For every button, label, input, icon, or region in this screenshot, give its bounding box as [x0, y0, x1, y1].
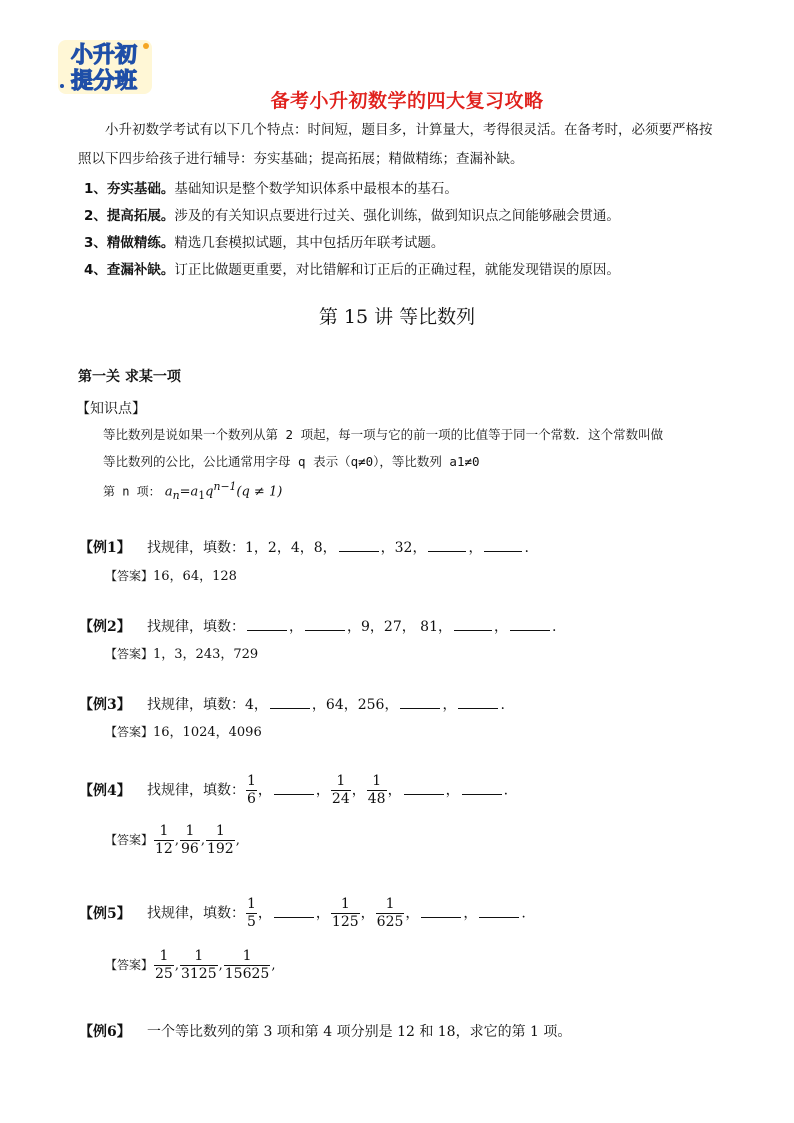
- answer-label: 【答案】: [105, 647, 154, 661]
- tip-text: 订正比做题更重要，对比错解和订正后的正确过程，就能发现错误的原因。: [174, 262, 620, 278]
- intro-paragraph: 小升初数学考试有以下几个特点：时间短，题目多，计算量大，考得很灵活。在备考时，必须要严格按照以下四步给孩子进行辅导：夯实基础；提高拓展；精做精练；查漏补缺。: [78, 122, 713, 167]
- fraction: $\frac{1}{25}$: [155, 948, 173, 982]
- answer-label: 【答案】: [105, 833, 154, 847]
- example-6: [79, 1021, 571, 1041]
- example-text: 找规律，填数：: [147, 905, 245, 922]
- answer-blank[interactable]: [305, 618, 345, 631]
- fraction: $\frac{1}{125}$: [331, 896, 359, 930]
- answer-blank[interactable]: [247, 618, 287, 631]
- example-3: 【例3】 找规律，填数：4， ，64，256， ， .: [79, 694, 505, 714]
- answer-text: 1，3，243，729: [153, 647, 259, 662]
- answer-blank[interactable]: [484, 539, 522, 552]
- example-2: 【例2】 找规律，填数： ， ，9，27， 81， ， .: [79, 616, 556, 636]
- fraction: $\frac{1}{6}$: [247, 773, 256, 807]
- tip-head: 1、夯实基础。: [84, 181, 175, 197]
- example-mid: ，64，256，: [311, 697, 399, 713]
- example-text: 找规律，填数：1，2，4，8，: [147, 540, 337, 556]
- tip-item: [84, 204, 620, 224]
- example-text: 一个等比数列的第 3 项和第 4 项分别是 12 和 18，求它的第 1 项。: [147, 1024, 572, 1040]
- answer-blank[interactable]: [458, 696, 498, 709]
- section-title: 第一关 求某一项: [78, 369, 181, 385]
- answer-blank[interactable]: [339, 539, 379, 552]
- example-text: 找规律，填数：: [147, 782, 245, 799]
- example-label: 【例3】: [79, 697, 131, 713]
- tip-head: 4、查漏补缺。: [84, 262, 175, 278]
- example-label: 【例4】: [79, 782, 131, 799]
- answer-blank[interactable]: [270, 696, 310, 709]
- logo-line2: 提分班: [70, 69, 138, 94]
- fraction: $\frac{1}{24}$: [331, 773, 350, 807]
- answer-5: 【答案】 $\frac{1}{25}$ , $\frac{1}{3125}$ , $\frac{1}{15625}$ ,: [105, 948, 276, 982]
- formula-eq: =: [179, 484, 191, 500]
- fraction: $\frac{1}{12}$: [155, 823, 173, 857]
- tip-text: 涉及的有关知识点要进行过关、强化训练，做到知识点之间能够融会贯通。: [174, 208, 620, 224]
- example-1: 【例1】 找规律，填数：1，2，4，8， ，32， ， .: [79, 537, 529, 557]
- example-4: 【例4】 找规律，填数： $\frac{1}{6}$ ， ， $\frac{1}{24}$ ， $\frac{1}{48}$ ， ， .: [79, 773, 509, 807]
- example-text: 找规律，填数：: [147, 619, 245, 635]
- example-label: 【例2】: [79, 619, 131, 635]
- nth-term-formula: [103, 480, 282, 502]
- formula-one: 1: [198, 488, 206, 502]
- answer-label: 【答案】: [105, 958, 154, 972]
- formula-a1: a: [190, 484, 199, 500]
- answer-blank[interactable]: [274, 905, 314, 918]
- fraction: $\frac{1}{96}$: [180, 823, 199, 857]
- fraction: $\frac{1}{625}$: [376, 896, 404, 930]
- answer-label: 【答案】: [105, 569, 154, 583]
- lecture-title: 第 15 讲 等比数列: [318, 306, 476, 328]
- answer-3: [105, 721, 262, 740]
- example-text: 找规律，填数：4，: [147, 697, 268, 713]
- tip-head: 3、精做精练。: [84, 235, 175, 251]
- formula-cond: (q ≠ 1): [236, 484, 283, 500]
- example-5: 【例5】 找规律，填数： $\frac{1}{5}$ ， ， $\frac{1}{125}$ ， $\frac{1}{625}$ ， ， .: [79, 896, 526, 930]
- answer-blank[interactable]: [404, 782, 444, 795]
- answer-blank[interactable]: [479, 905, 519, 918]
- example-label: 【例6】: [79, 1024, 131, 1040]
- example-label: 【例1】: [79, 540, 131, 556]
- tip-text: 精选几套模拟试题，其中包括历年联考试题。: [174, 235, 445, 251]
- answer-blank[interactable]: [274, 782, 314, 795]
- knowledge-text-line2: 等比数列的公比，公比通常用字母 q 表示（q≠0），等比数列 a1≠0: [103, 454, 480, 469]
- tip-text: 基础知识是整个数学知识体系中最根本的基石。: [174, 181, 458, 197]
- formula-a: a: [164, 484, 173, 500]
- answer-blank[interactable]: [421, 905, 461, 918]
- knowledge-text-line1: 等比数列是说如果一个数列从第 2 项起，每一项与它的前一项的比值等于同一个常数．这个常数叫做: [103, 427, 664, 442]
- formula-label: 第 n 项：: [103, 484, 161, 499]
- answer-1: [105, 565, 237, 584]
- answer-2: [105, 643, 258, 662]
- tip-item: [84, 258, 620, 278]
- answer-blank[interactable]: [400, 696, 440, 709]
- answer-blank[interactable]: [510, 618, 550, 631]
- tip-item: [84, 231, 444, 251]
- fraction: $\frac{1}{15625}$: [224, 948, 270, 982]
- example-mid: ，32，: [380, 540, 427, 556]
- main-title: 备考小升初数学的四大复习攻略: [270, 90, 544, 112]
- fraction: $\frac{1}{48}$: [367, 773, 386, 807]
- answer-text: 16，1024，4096: [153, 725, 262, 740]
- formula-exp: n−1: [213, 480, 237, 493]
- formula-q: q: [205, 484, 214, 500]
- answer-blank[interactable]: [428, 539, 466, 552]
- fraction: $\frac{1}{3125}$: [180, 948, 217, 982]
- example-mid: ，9，27， 81，: [347, 619, 452, 635]
- answer-text: 16，64，128: [153, 569, 237, 584]
- fraction: $\frac{1}{5}$: [247, 896, 256, 930]
- formula-n: n: [172, 488, 180, 502]
- answer-4: 【答案】 $\frac{1}{12}$ , $\frac{1}{96}$ , $\frac{1}{192}$ ,: [105, 823, 240, 857]
- answer-blank[interactable]: [462, 782, 502, 795]
- tip-item: [84, 177, 458, 197]
- answer-blank[interactable]: [454, 618, 492, 631]
- tip-head: 2、提高拓展。: [84, 208, 175, 224]
- example-label: 【例5】: [79, 905, 131, 922]
- logo-line1: 小升初: [70, 43, 138, 68]
- answer-label: 【答案】: [105, 725, 154, 739]
- fraction: $\frac{1}{192}$: [206, 823, 234, 857]
- knowledge-label: 【知识点】: [76, 401, 146, 417]
